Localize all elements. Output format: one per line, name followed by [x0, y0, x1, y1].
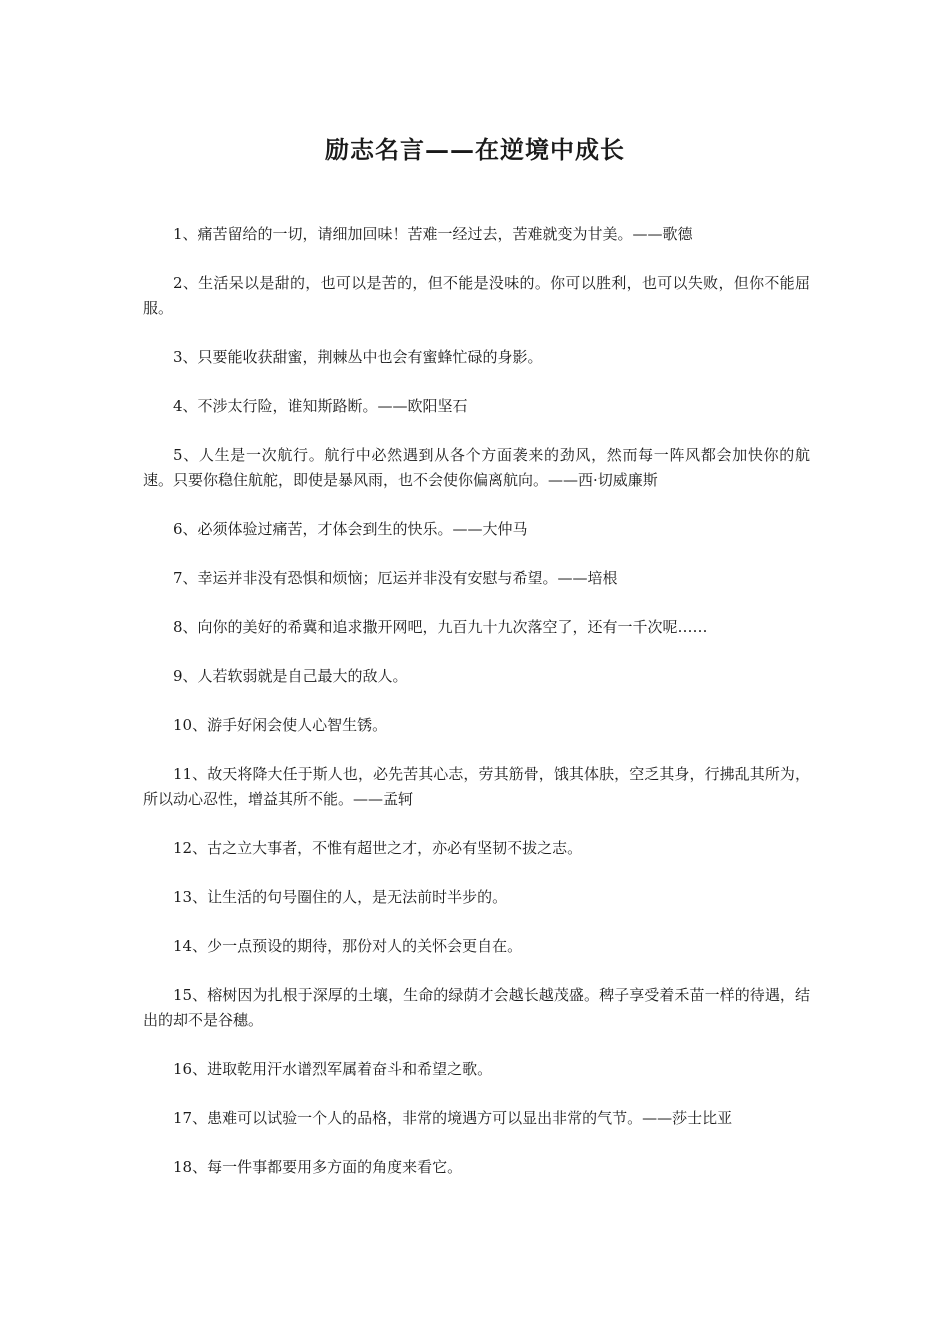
quote-item: 11、故天将降大任于斯人也，必先苦其心志，劳其筋骨，饿其体肤，空乏其身，行拂乱其所为，所以动心忍性，增益其所不能。——孟轲 — [143, 765, 810, 808]
quote-item: 14、少一点预设的期待，那份对人的关怀会更自在。 — [173, 937, 523, 955]
quote-item: 3、只要能收获甜蜜，荆棘丛中也会有蜜蜂忙碌的身影。 — [173, 348, 543, 366]
quote-item: 8、向你的美好的希冀和追求撒开网吧，九百九十九次落空了，还有一千次呢…… — [173, 618, 708, 636]
quote-item: 15、榕树因为扎根于深厚的土壤，生命的绿荫才会越长越茂盛。稗子享受着禾苗一样的待遇，结出的却不是谷穗。 — [143, 986, 810, 1029]
quote-list — [143, 222, 810, 1204]
quote-item: 6、必须体验过痛苦，才体会到生的快乐。——大仲马 — [173, 520, 528, 538]
quote-item: 5、人生是一次航行。航行中必然遇到从各个方面袭来的劲风，然而每一阵风都会加快你的航速。只要你稳住航舵，即使是暴风雨，也不会使你偏离航向。——西·切威廉斯 — [143, 446, 810, 489]
quote-item: 10、游手好闲会使人心智生锈。 — [173, 716, 388, 734]
quote-item: 18、每一件事都要用多方面的角度来看它。 — [173, 1158, 463, 1176]
quote-item: 7、幸运并非没有恐惧和烦恼；厄运并非没有安慰与希望。——培根 — [173, 569, 618, 587]
quote-item: 12、古之立大事者，不惟有超世之才，亦必有坚韧不拔之志。 — [173, 839, 583, 857]
quote-item: 16、进取乾用汗水谱烈军属着奋斗和希望之歌。 — [173, 1060, 493, 1078]
page-title: 励志名言——在逆境中成长 — [325, 135, 625, 164]
quote-item: 4、不涉太行险，谁知斯路断。——欧阳坚石 — [173, 397, 468, 415]
quote-item: 17、患难可以试验一个人的品格，非常的境遇方可以显出非常的气节。——莎士比亚 — [173, 1109, 733, 1127]
quote-item: 1、痛苦留给的一切，请细加回味！苦难一经过去，苦难就变为甘美。——歌德 — [173, 225, 693, 243]
quote-item: 9、人若软弱就是自己最大的敌人。 — [173, 667, 408, 685]
quote-item: 2、生活呆以是甜的，也可以是苦的，但不能是没味的。你可以胜利，也可以失败，但你不能屈服。 — [143, 274, 810, 317]
quote-item: 13、让生活的句号圈住的人，是无法前时半步的。 — [173, 888, 508, 906]
